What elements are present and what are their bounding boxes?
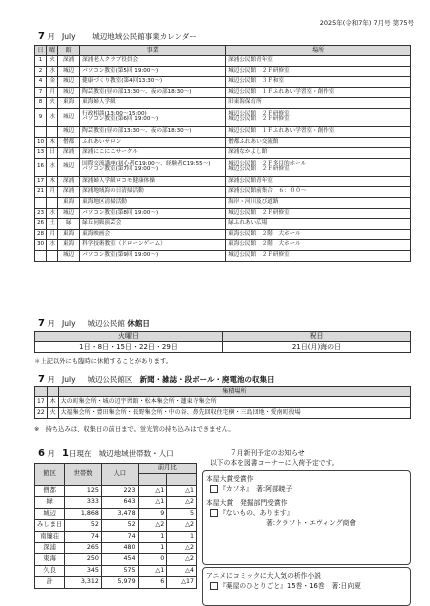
calendar-place: 城辺公民館 ２Ｆ研修室 bbox=[226, 250, 411, 261]
event-calendar-table bbox=[34, 45, 411, 262]
calendar-heading-en: July bbox=[62, 32, 76, 41]
population-people-change: △1 bbox=[167, 486, 197, 497]
closed-days-tuesdays: 1日・8日・15日・22日・29日 bbox=[35, 342, 223, 353]
calendar-day: 2 bbox=[35, 66, 47, 77]
population-people-change: △2 bbox=[167, 554, 197, 565]
calendar-event: 深浦地域海の日清掃活動 bbox=[80, 187, 226, 198]
population-heading bbox=[38, 448, 174, 459]
calendar-weekday: 木 bbox=[47, 137, 58, 148]
calendar-hall: 東海 bbox=[58, 240, 80, 251]
calendar-place: 旧東海保育所 bbox=[226, 98, 411, 109]
population-table bbox=[34, 463, 197, 589]
closed-days-holidays: 21日(月)海の日 bbox=[223, 342, 411, 353]
calendar-weekday: 水 bbox=[47, 108, 58, 126]
population-area: みしま日 bbox=[35, 520, 65, 531]
closed-days-header-row bbox=[35, 332, 411, 342]
holiday-title-bold: 休館日 bbox=[127, 319, 150, 328]
calendar-place: 東海公民館 ２階 大ホール bbox=[226, 240, 411, 251]
population-households-change: △1 bbox=[138, 486, 167, 497]
calendar-day: 28 bbox=[35, 229, 47, 240]
closed-days-table bbox=[34, 331, 411, 353]
population-row bbox=[35, 497, 197, 508]
population-area-header: 館区 bbox=[35, 464, 65, 486]
population-people-change: △2 bbox=[167, 542, 197, 553]
population-area: 東海 bbox=[35, 554, 65, 565]
calendar-weekday: 月 bbox=[47, 229, 58, 240]
checkbox-square-icon bbox=[210, 582, 218, 590]
calendar-weekday bbox=[47, 126, 58, 137]
calendar-row bbox=[35, 187, 411, 198]
calendar-hall: 城辺 bbox=[58, 158, 80, 176]
calendar-day bbox=[35, 250, 47, 261]
calendar-row bbox=[35, 176, 411, 187]
population-heading-month: 6 bbox=[38, 448, 45, 459]
book-award-line: 本屋大賞受賞作 bbox=[206, 475, 254, 483]
calendar-place: 僧都ふれあい交流館 bbox=[226, 137, 411, 148]
issue-number: 2025年(令和7年) 7月号 第75号 bbox=[319, 19, 414, 27]
population-households-change: 9 bbox=[138, 508, 167, 519]
calendar-hall: 僧都 bbox=[58, 137, 80, 148]
population-households-change: 0 bbox=[138, 554, 167, 565]
calendar-weekday: 水 bbox=[47, 240, 58, 251]
recycling-weekday: 火 bbox=[47, 408, 58, 419]
population-households: 3,312 bbox=[65, 577, 102, 588]
calendar-heading-month: 7 bbox=[38, 31, 45, 42]
new-books-heading: ７月新刊予定のお知らせ bbox=[230, 449, 305, 457]
calendar-day: 23 bbox=[35, 208, 47, 219]
calendar-place: 城辺公民館 ２Ｆ研修室 城辺公民館 ２Ｆ研修室 bbox=[226, 108, 411, 126]
closed-days-tuesday-header: 火曜日 bbox=[35, 332, 223, 342]
book-title-line: 『カフネ』 著:阿部暁子 bbox=[206, 484, 410, 494]
holiday-heading bbox=[38, 318, 150, 329]
calendar-weekday: 水 bbox=[47, 66, 58, 77]
calendar-row bbox=[35, 250, 411, 261]
population-households-change: 1 bbox=[138, 531, 167, 542]
calendar-day: 21 bbox=[35, 187, 47, 198]
calendar-weekday: 火 bbox=[47, 98, 58, 109]
calendar-event: 行政相談(13:00〜15:00) パソコン教室(第6回 19:00〜) bbox=[80, 108, 226, 126]
population-people: 223 bbox=[101, 486, 138, 497]
calendar-event: 科学技術教室（ドローンゲーム） bbox=[80, 240, 226, 251]
calendar-day: 9 bbox=[35, 108, 47, 126]
population-row bbox=[35, 565, 197, 576]
population-row bbox=[35, 486, 197, 497]
population-people-header: 人口 bbox=[101, 464, 138, 486]
population-people: 454 bbox=[101, 554, 138, 565]
calendar-place: 東海公民館 ２階 大ホール bbox=[226, 229, 411, 240]
new-books-section bbox=[202, 448, 413, 590]
calendar-weekday: 日 bbox=[47, 148, 58, 159]
book-award-line: 本屋大賞 発掘部門受賞作 bbox=[206, 499, 288, 507]
population-area: 計 bbox=[35, 577, 65, 588]
calendar-place: 海岸・河川及び道路 bbox=[226, 197, 411, 208]
calendar-place: 緑ふれあい広場 bbox=[226, 219, 411, 230]
recycling-row bbox=[35, 397, 411, 408]
calendar-hall: 深浦 bbox=[58, 148, 80, 159]
recycling-title-bold: 新聞・雑誌・段ボール・廃電池の収集日 bbox=[139, 375, 275, 384]
calendar-event: 国際交流講座(初心者C19:00〜、経験者C19:55〜) パソコン教室(第7回 19:00〜) bbox=[80, 158, 226, 176]
calendar-hall: 城辺 bbox=[58, 77, 80, 88]
calendar-day: 8 bbox=[35, 98, 47, 109]
calendar-weekday: 月 bbox=[47, 187, 58, 198]
calendar-event: パソコン教室(第5回 19:00〜) bbox=[80, 66, 226, 77]
recycling-heading-tsuki: 月 bbox=[47, 375, 55, 384]
calendar-weekday bbox=[47, 197, 58, 208]
population-area: 城辺 bbox=[35, 508, 65, 519]
recycling-day: 22 bbox=[35, 408, 48, 419]
calendar-hall: 城辺 bbox=[58, 66, 80, 77]
calendar-row bbox=[35, 229, 411, 240]
calendar-event: 深浦老人クラブ役員会 bbox=[80, 56, 226, 67]
book-list-box bbox=[202, 567, 411, 606]
calendar-place: 城辺公民館 ２Ｆ研修室 bbox=[226, 208, 411, 219]
closed-days-note: ＊上記以外にも臨時に休館することがあります。 bbox=[34, 358, 173, 365]
calendar-event: 東海地区清掃活動 bbox=[80, 197, 226, 208]
population-households: 52 bbox=[65, 520, 102, 531]
calendar-row bbox=[35, 148, 411, 159]
recycling-title: 城辺公民館区 bbox=[87, 375, 133, 384]
calendar-hall: 城辺 bbox=[58, 87, 80, 98]
population-households-change: △1 bbox=[138, 565, 167, 576]
population-people: 52 bbox=[101, 520, 138, 531]
population-people-change: 1 bbox=[167, 531, 197, 542]
population-prev-header: 前月比 bbox=[138, 464, 196, 474]
calendar-day bbox=[35, 197, 47, 208]
population-area: 久良 bbox=[35, 565, 65, 576]
calendar-event: 緑丘同級演芸会 bbox=[80, 219, 226, 230]
header-weekday: 曜 bbox=[47, 46, 58, 56]
population-households: 1,868 bbox=[65, 508, 102, 519]
population-people: 480 bbox=[101, 542, 138, 553]
calendar-weekday: 水 bbox=[47, 208, 58, 219]
recycling-heading-month: 7 bbox=[38, 374, 45, 385]
population-row bbox=[35, 508, 197, 519]
recycling-row bbox=[35, 408, 411, 419]
recycling-heading bbox=[38, 374, 274, 385]
calendar-event: 深浦にこにこサークル bbox=[80, 148, 226, 159]
calendar-heading bbox=[38, 31, 197, 42]
population-households: 250 bbox=[65, 554, 102, 565]
calendar-row bbox=[35, 240, 411, 251]
recycling-heading-en: July bbox=[62, 375, 76, 384]
calendar-row bbox=[35, 208, 411, 219]
population-households-header: 世帯数 bbox=[65, 464, 102, 486]
calendar-day: 13 bbox=[35, 148, 47, 159]
calendar-row bbox=[35, 77, 411, 88]
calendar-hall: 深浦 bbox=[58, 176, 80, 187]
calendar-event: ふれあいサロン bbox=[80, 137, 226, 148]
recycling-weekday: 木 bbox=[47, 397, 58, 408]
population-header-row bbox=[35, 464, 197, 474]
calendar-day: 1 bbox=[35, 56, 47, 67]
calendar-event: パソコン教室(第8回 19:00〜) bbox=[80, 208, 226, 219]
calendar-weekday: 土 bbox=[47, 219, 58, 230]
calendar-row bbox=[35, 108, 411, 126]
checkbox-square-icon bbox=[210, 509, 218, 517]
new-books-subheading: 以下の本を図書コーナーに入荷予定です。 bbox=[210, 459, 339, 467]
holiday-title: 城辺公民館 bbox=[87, 319, 125, 328]
calendar-place: 深浦公民館青年室 bbox=[226, 176, 411, 187]
population-area: 南簾荘 bbox=[35, 531, 65, 542]
calendar-hall: 城辺 bbox=[58, 250, 80, 261]
closed-days-holiday-header: 祝日 bbox=[223, 332, 411, 342]
book-list-box bbox=[202, 470, 411, 565]
calendar-place: 城辺公民館 １Ｆふれあい学習室・創作室 bbox=[226, 126, 411, 137]
population-households: 345 bbox=[65, 565, 102, 576]
population-people-change: △2 bbox=[167, 520, 197, 531]
population-people-change: △2 bbox=[167, 497, 197, 508]
calendar-hall: 緑 bbox=[58, 219, 80, 230]
calendar-weekday: 水 bbox=[47, 158, 58, 176]
book-award-line: アニメにコミックに大人気の析作小説 bbox=[206, 572, 322, 580]
recycling-day: 17 bbox=[35, 397, 48, 408]
population-heading-day: 1 bbox=[62, 448, 69, 459]
population-heading-tsuki: 月 bbox=[47, 449, 55, 458]
calendar-event: 陶芸教室(昼の部13:30〜、夜の部18:30〜) bbox=[80, 87, 226, 98]
calendar-hall: 城辺 bbox=[58, 108, 80, 126]
calendar-weekday: 火 bbox=[47, 56, 58, 67]
population-households: 265 bbox=[65, 542, 102, 553]
calendar-place: 城辺公民館 ３Ｆ和室 bbox=[226, 77, 411, 88]
recycling-places: 大の町集会所・城の辺宇習館・松本集会所・蓮東寺集会所 bbox=[58, 397, 410, 408]
calendar-row bbox=[35, 98, 411, 109]
recycling-table bbox=[34, 386, 411, 419]
header-place: 場所 bbox=[226, 46, 411, 56]
population-people-change: △4 bbox=[167, 565, 197, 576]
calendar-event: 健康づくり教室(第4回13:30〜) bbox=[80, 77, 226, 88]
population-households-change: 1 bbox=[138, 542, 167, 553]
calendar-day: 30 bbox=[35, 240, 47, 251]
population-title: 城辺地域世帯数・人口 bbox=[98, 449, 174, 458]
population-households-change: 6 bbox=[138, 577, 167, 588]
holiday-heading-tsuki: 月 bbox=[47, 319, 55, 328]
calendar-day: 7 bbox=[35, 87, 47, 98]
calendar-header-row bbox=[35, 46, 411, 56]
calendar-day bbox=[35, 126, 47, 137]
calendar-day: 16 bbox=[35, 158, 47, 176]
calendar-place: 深浦公民館前集合 ６：００〜 bbox=[226, 187, 411, 198]
calendar-row bbox=[35, 126, 411, 137]
calendar-place: 深浦公民館青年室 bbox=[226, 56, 411, 67]
population-people: 575 bbox=[101, 565, 138, 576]
population-households: 333 bbox=[65, 497, 102, 508]
recycling-note: ※ 持ち込みは、収集日の前日まで。蛍光管の持ち込みはできません。 bbox=[34, 426, 235, 433]
calendar-place: 城辺公民館 ２Ｆ研修室 bbox=[226, 66, 411, 77]
population-heading-day-suffix: 日現在 bbox=[68, 449, 92, 458]
population-households: 74 bbox=[65, 531, 102, 542]
calendar-hall: 城辺 bbox=[58, 126, 80, 137]
calendar-row bbox=[35, 87, 411, 98]
population-people: 5,979 bbox=[101, 577, 138, 588]
calendar-weekday: 木 bbox=[47, 176, 58, 187]
population-households: 125 bbox=[65, 486, 102, 497]
calendar-event: 深浦婦人学級ロコモ健康体操 bbox=[80, 176, 226, 187]
calendar-hall: 深浦 bbox=[58, 187, 80, 198]
calendar-row bbox=[35, 66, 411, 77]
calendar-weekday: 月 bbox=[47, 87, 58, 98]
calendar-place: 深浦なかよし館 bbox=[226, 148, 411, 159]
population-households-change: △2 bbox=[138, 520, 167, 531]
checkbox-square-icon bbox=[210, 485, 218, 493]
calendar-day: 10 bbox=[35, 137, 47, 148]
population-people-change: △17 bbox=[167, 577, 197, 588]
population-area: 僧都 bbox=[35, 486, 65, 497]
calendar-row bbox=[35, 219, 411, 230]
header-day: 日 bbox=[35, 46, 47, 56]
population-people: 3,478 bbox=[101, 508, 138, 519]
calendar-hall: 東海 bbox=[58, 197, 80, 208]
book-title-line: 『ないもの、あります』 bbox=[206, 508, 410, 518]
calendar-row bbox=[35, 56, 411, 67]
population-people: 74 bbox=[101, 531, 138, 542]
calendar-event: パソコン教室(第9回 19:00〜) bbox=[80, 250, 226, 261]
calendar-event: 陶芸教室(昼の部13:30〜、夜の部18:30〜) bbox=[80, 126, 226, 137]
population-people-change: 5 bbox=[167, 508, 197, 519]
holiday-heading-en: July bbox=[62, 319, 76, 328]
calendar-place: 城辺公民館 ２Ｆ多目的ホール 城辺公民館 ２Ｆ研修室 bbox=[226, 158, 411, 176]
calendar-hall: 東海 bbox=[58, 98, 80, 109]
header-event: 事業 bbox=[80, 46, 226, 56]
book-title-line: 著:クラフト・エヴィング商會 bbox=[266, 519, 357, 527]
calendar-day: 26 bbox=[35, 219, 47, 230]
population-households-change: △1 bbox=[138, 497, 167, 508]
book-title-line: 『薬屋のひとりごと』15巻・16巻 著:日向夏 bbox=[206, 581, 410, 591]
population-row bbox=[35, 520, 197, 531]
calendar-weekday bbox=[47, 250, 58, 261]
calendar-weekday: 金 bbox=[47, 77, 58, 88]
population-row bbox=[35, 554, 197, 565]
recycling-places: 大福集会所・豊田集会所・長野集会所・中の谷、鼻先回収住宅横・三島団地・愛南町役場 bbox=[58, 408, 410, 419]
population-row bbox=[35, 542, 197, 553]
population-row bbox=[35, 531, 197, 542]
calendar-heading-tsuki: 月 bbox=[47, 32, 55, 41]
calendar-row bbox=[35, 197, 411, 208]
calendar-day: 4 bbox=[35, 77, 47, 88]
calendar-hall: 東海 bbox=[58, 229, 80, 240]
calendar-event: 東海婦人学級 bbox=[80, 98, 226, 109]
calendar-hall: 城辺 bbox=[58, 208, 80, 219]
calendar-row bbox=[35, 137, 411, 148]
holiday-heading-month: 7 bbox=[38, 318, 45, 329]
population-area: 緑 bbox=[35, 497, 65, 508]
calendar-hall: 深浦 bbox=[58, 56, 80, 67]
population-area: 深浦 bbox=[35, 542, 65, 553]
calendar-place: 城辺公民館 １Ｆふれあい学習室・創作室 bbox=[226, 87, 411, 98]
closed-days-row bbox=[35, 342, 411, 353]
calendar-title: 城辺地域公民館事業カレンダー bbox=[92, 32, 197, 41]
population-people: 643 bbox=[101, 497, 138, 508]
recycling-place-header: 集積場所 bbox=[58, 387, 410, 397]
recycling-header-row bbox=[35, 387, 411, 397]
calendar-day: 17 bbox=[35, 176, 47, 187]
calendar-row bbox=[35, 158, 411, 176]
population-total-row bbox=[35, 577, 197, 588]
header-hall: 館 bbox=[58, 46, 80, 56]
calendar-event: 東海映画会 bbox=[80, 229, 226, 240]
